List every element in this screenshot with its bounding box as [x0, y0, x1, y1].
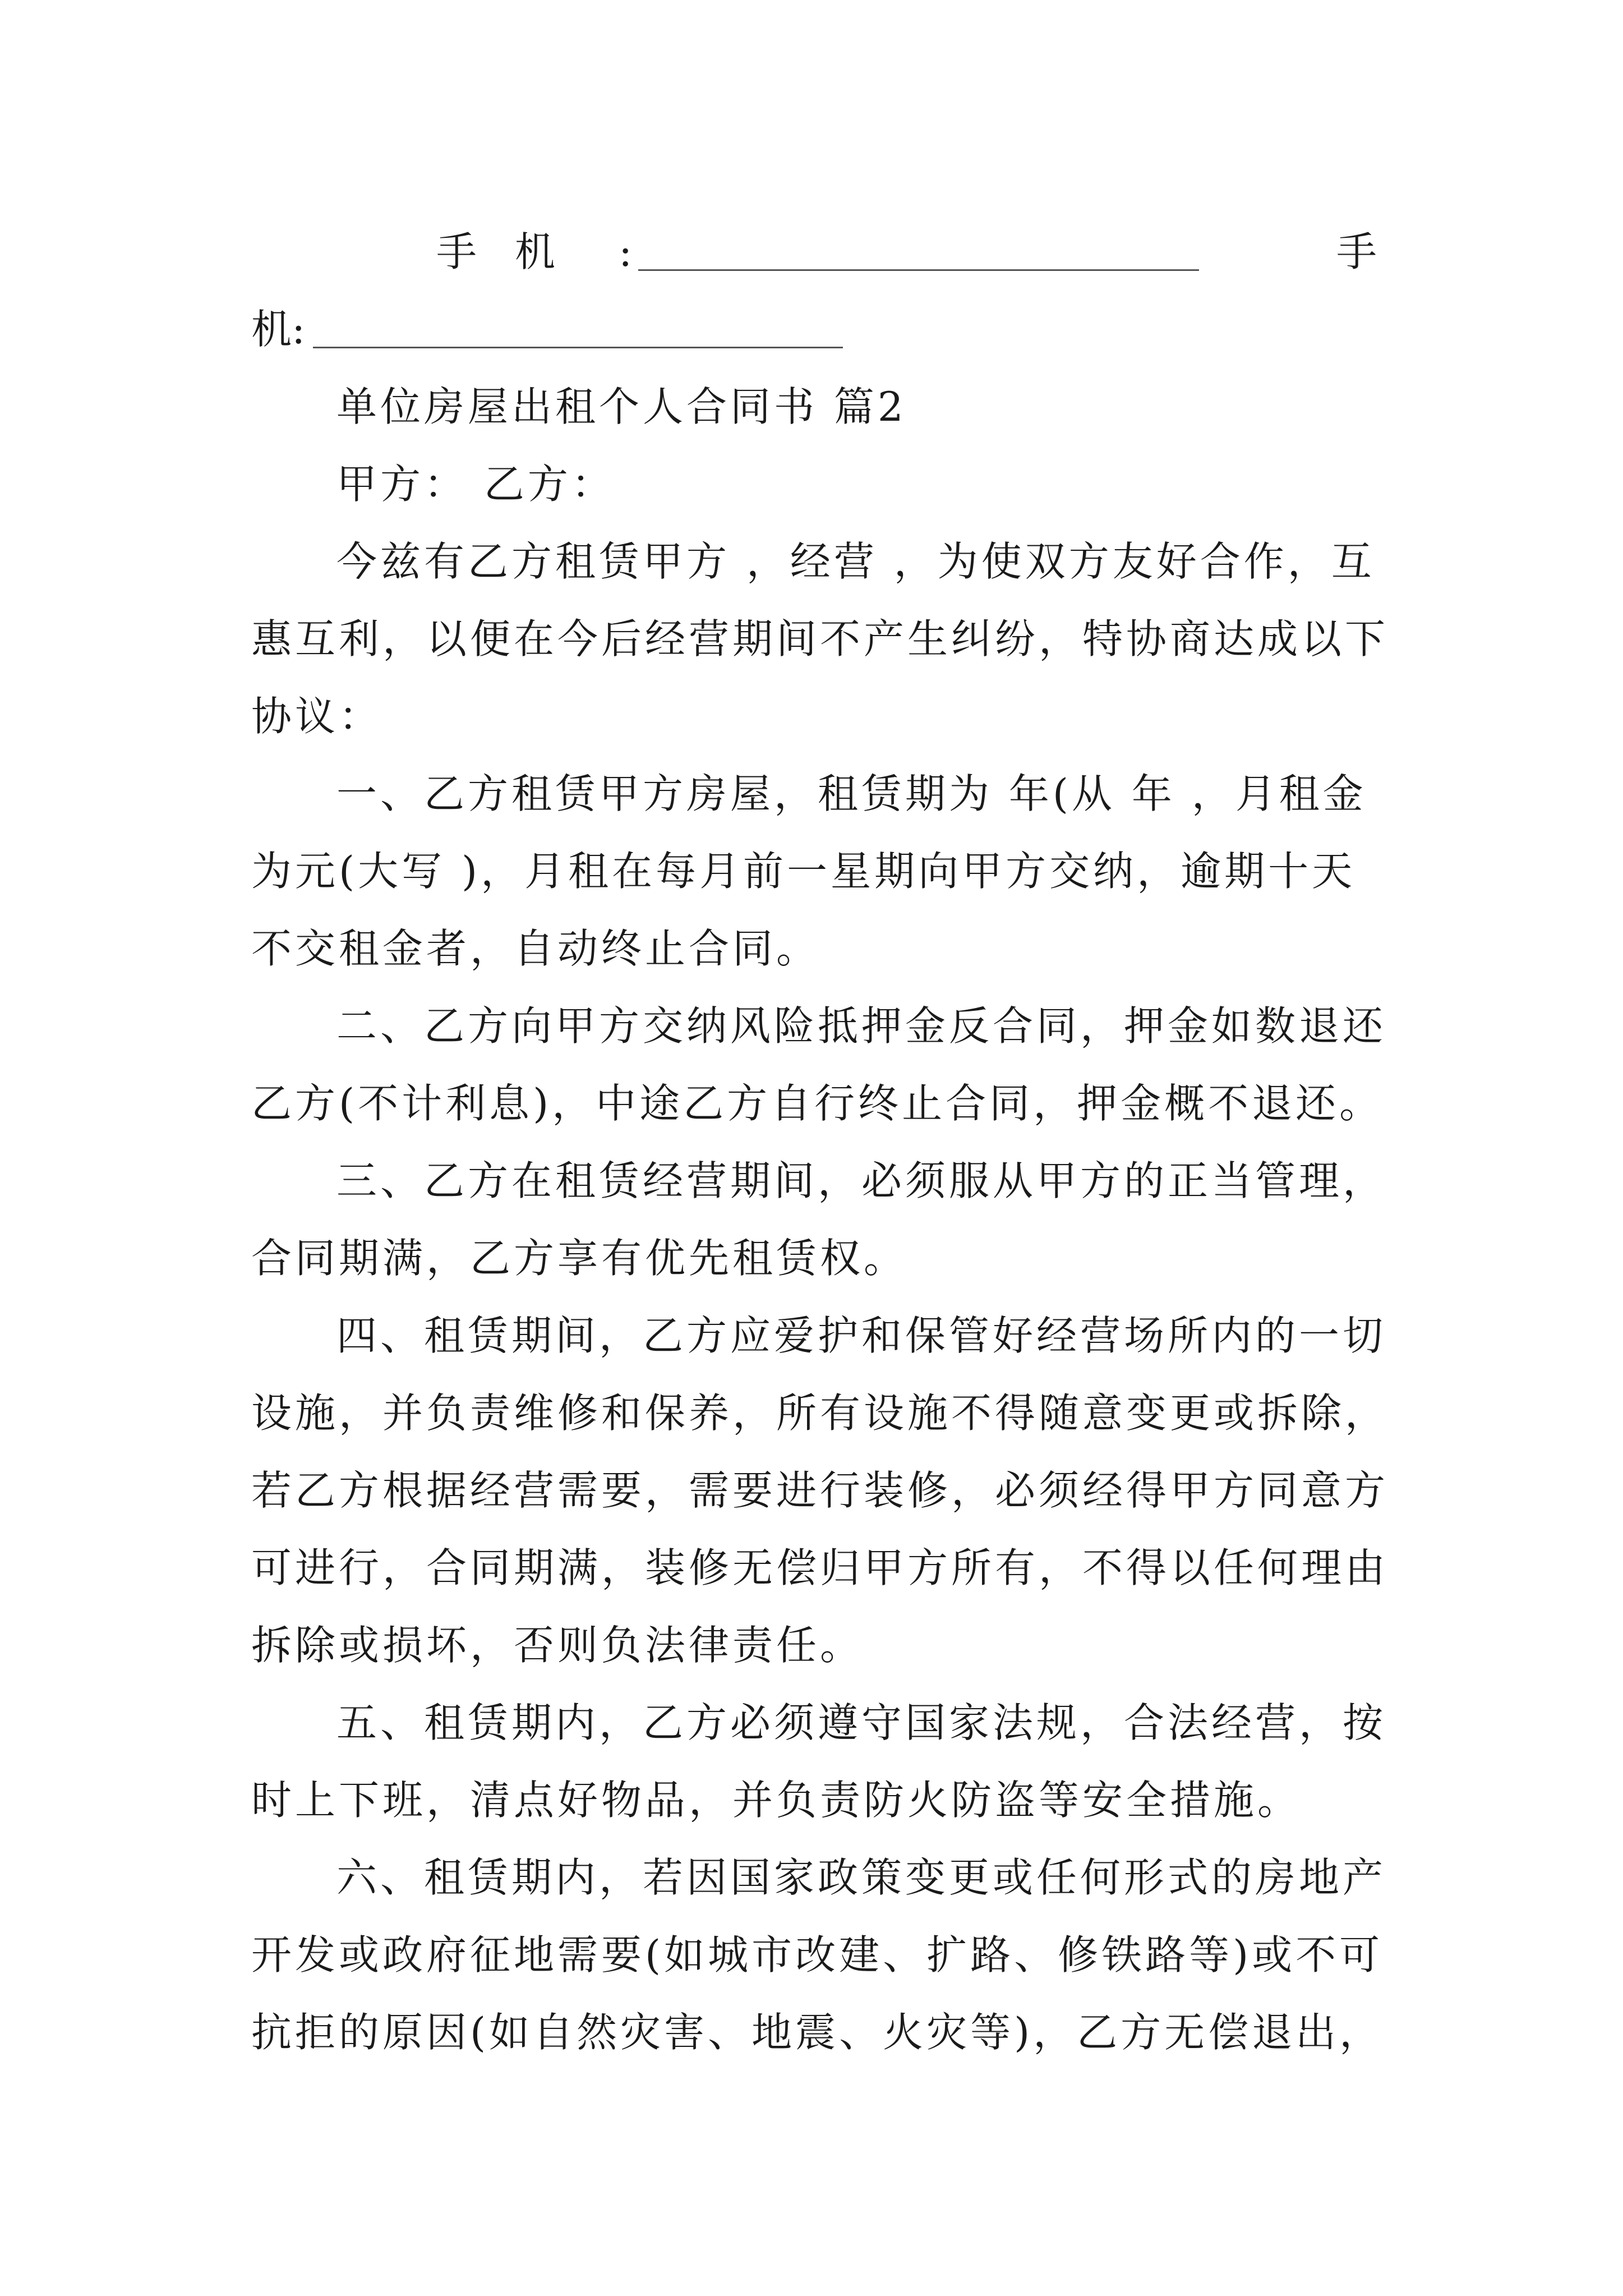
paragraph-line: 可进行，合同期满，装修无偿归甲方所有，不得以任何理由: [251, 1544, 1389, 1591]
phone-blank-line-b[interactable]: [313, 347, 843, 348]
phone-label-b-part1: 手: [1336, 228, 1377, 275]
paragraph-line: 三、乙方在租赁经营期间，必须服从甲方的正当管理，: [336, 1157, 1387, 1204]
document-body: [251, 213, 1389, 2071]
paragraph-line: 若乙方根据经营需要，需要进行装修，必须经得甲方同意方: [251, 1467, 1389, 1514]
paragraph-line: 时上下班，清点好物品，并负责防火防盗等安全措施。: [251, 1777, 1302, 1824]
paragraph-line: 协议：: [251, 693, 383, 740]
paragraph-line: 六、租赁期内，若因国家政策变更或任何形式的房地产: [336, 1854, 1387, 1901]
clause-2: [251, 987, 1387, 1142]
phone-blank-line-a[interactable]: [638, 269, 1199, 271]
parties-line: 甲方： 乙方：: [336, 461, 615, 508]
paragraph-line: 二、乙方向甲方交纳风险抵押金反合同，押金如数退还: [336, 1002, 1387, 1050]
clause-3: [251, 1142, 1387, 1297]
paragraph-line: 惠互利，以便在今后经营期间不产生纠纷，特协商达成以下: [251, 615, 1389, 662]
paragraph-line: 四、租赁期间，乙方应爱护和保管好经营场所内的一切: [336, 1312, 1387, 1359]
paragraph-line: 设施，并负责维修和保养，所有设施不得随意变更或拆除，: [251, 1389, 1389, 1437]
clause-6: [251, 1839, 1387, 2071]
paragraph-line: 为元(大写 )，月租在每月前一星期向甲方交纳，逾期十天: [251, 848, 1356, 895]
clause-5: [251, 1684, 1387, 1839]
paragraph-line: 合同期满，乙方享有优先租赁权。: [251, 1235, 908, 1282]
paragraph-line: 一、乙方租赁甲方房屋，租赁期为 年(从 年 ，月租金: [336, 770, 1367, 817]
phone-label-a: 手机: [436, 228, 594, 275]
paragraph-line: 五、租赁期内，乙方必须遵守国家法规，合法经营，按: [336, 1699, 1387, 1746]
paragraph-line: 抗拒的原因(如自然灾害、地震、火灾等)，乙方无偿退出，: [251, 2009, 1384, 2056]
paragraph-line: 开发或政府征地需要(如城市改建、扩路、修铁路等)或不可: [251, 1931, 1384, 1978]
clause-4: [251, 1297, 1389, 1684]
phone-row-party-b: [251, 291, 1378, 368]
paragraph-line: 今兹有乙方租赁甲方 ，经营 ，为使双方友好合作，互: [336, 538, 1375, 585]
clause-1: [251, 755, 1378, 987]
intro-paragraph: [251, 523, 1389, 755]
phone-label-b-part2: 机:: [251, 306, 306, 353]
paragraph-line: 乙方(不计利息)，中途乙方自行终止合同，押金概不退还。: [251, 1080, 1384, 1127]
paragraph-line: 拆除或损坏，否则负法律责任。: [251, 1622, 864, 1669]
phone-row-party-a: [251, 213, 1378, 291]
paragraph-line: 不交租金者，自动终止合同。: [251, 925, 820, 972]
document-heading: 单位房屋出租个人合同书 篇2: [336, 383, 907, 430]
phone-colon-a: :: [619, 228, 633, 275]
